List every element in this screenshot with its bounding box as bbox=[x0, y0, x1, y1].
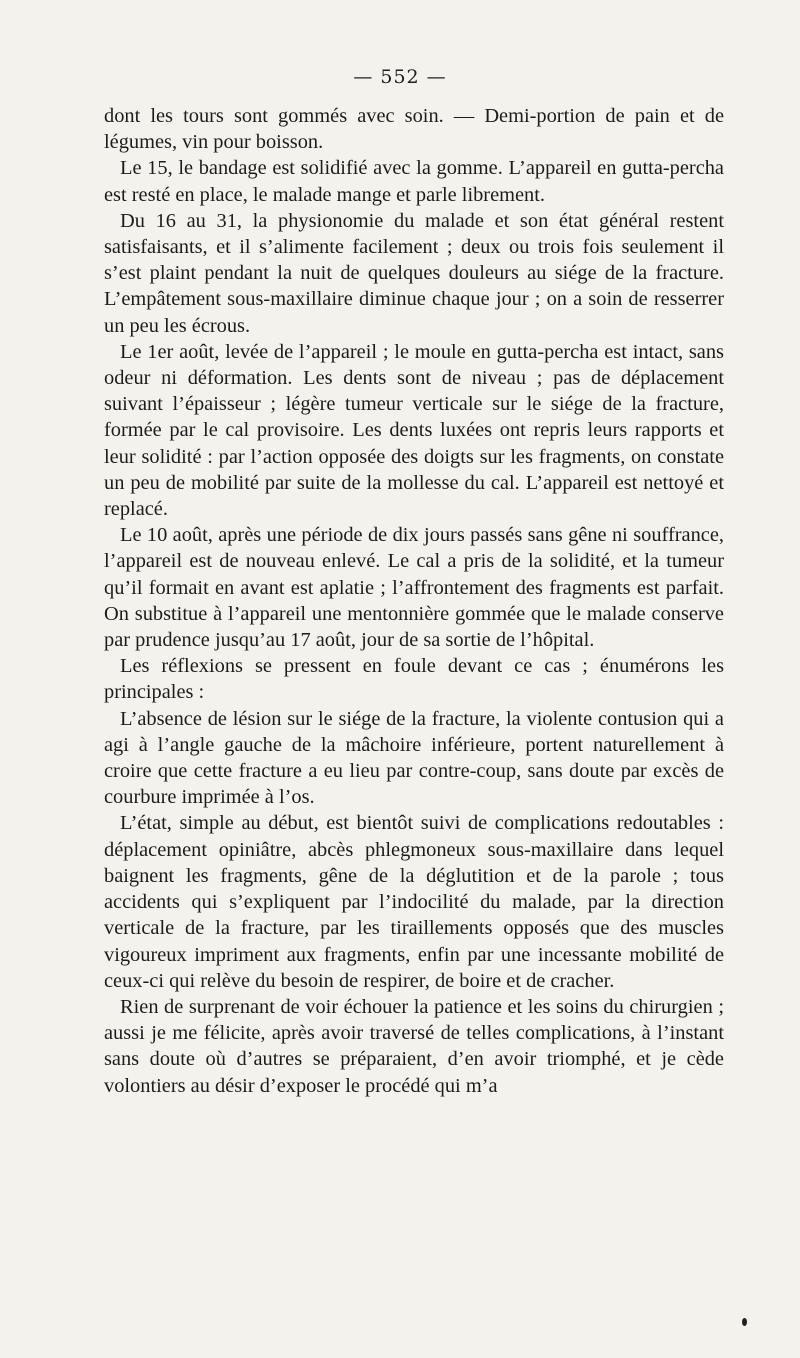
paragraph-4: Le 1er août, levée de l’appareil ; le moule en gutta-percha est intact, sans odeur ni déformation. Les dents sont de niveau ; pas de déplacement suivant l’épaisseur ; légère tumeur verticale sur le siége de la fracture, formée par le cal provisoire. Les dents luxées ont repris leurs rapports et leur solidité : par l’action opposée des doigts sur les fragments, on constate un peu de mobilité par suite de la mollesse du cal. L’appareil est nettoyé et replacé. bbox=[104, 340, 724, 521]
page-number: — 552 — bbox=[353, 66, 447, 88]
paragraph-7: L’absence de lésion sur le siége de la fracture, la violente contusion qui a agi à l’angle gauche de la mâchoire inférieure, portent naturellement à croire que cette fracture a eu lieu par contre-coup, sans doute par excès de courbure imprimée à l’os. bbox=[104, 707, 724, 809]
paragraph-2: Le 15, le bandage est solidifié avec la gomme. L’appareil en gutta-percha est resté en place, le malade mange et parle librement. bbox=[104, 157, 724, 206]
paragraph-1: dont les tours sont gommés avec soin. — Demi-portion de pain et de légumes, vin pour boisson. bbox=[104, 105, 724, 154]
body-text bbox=[104, 103, 724, 1099]
paragraph-9: Rien de surprenant de voir échouer la patience et les soins du chirurgien ; aussi je me félicite, après avoir traversé de telles complications, à l’instant sans doute où d’autres se préparaient, d’en avoir triomphé, et je cède volontiers au désir d’exposer le procédé qui m’a bbox=[104, 995, 724, 1097]
paragraph-6: Les réflexions se pressent en foule devant ce cas ; énumérons les principales : bbox=[104, 655, 724, 704]
paragraph-8: L’état, simple au début, est bientôt suivi de complications redoutables : déplacement opiniâtre, abcès phlegmoneux sous-maxillaire dans lequel baignent les fragments, gêne de la déglutition et de la parole ; tous accidents qui s’expliquent par l’indocilité du malade, par la direction verticale de la fracture, par les tiraillements opposés que des muscles vigoureux impriment aux fragments, enfin par une incessante mobilité de ceux-ci qui relève du besoin de respirer, de boire et de cracher. bbox=[104, 812, 724, 992]
paragraph-5: Le 10 août, après une période de dix jours passés sans gêne ni souffrance, l’appareil est de nouveau enlevé. Le cal a pris de la solidité, et la tumeur qu’il formait en avant est aplatie ; l’affrontement des fragments est parfait. On substitue à l’appareil une mentonnière gommée que le malade conserve par prudence jusqu’au 17 août, jour de sa sortie de l’hôpital. bbox=[104, 524, 724, 652]
ink-speck bbox=[742, 1318, 747, 1326]
paragraph-3: Du 16 au 31, la physionomie du malade et son état général restent satisfaisants, et il s’alimente facilement ; deux ou trois fois seulement il s’est plaint pendant la nuit de quelques douleurs au siége de la fracture. L’empâtement sous-maxillaire diminue chaque jour ; on a soin de resserrer un peu les écrous. bbox=[104, 209, 724, 337]
